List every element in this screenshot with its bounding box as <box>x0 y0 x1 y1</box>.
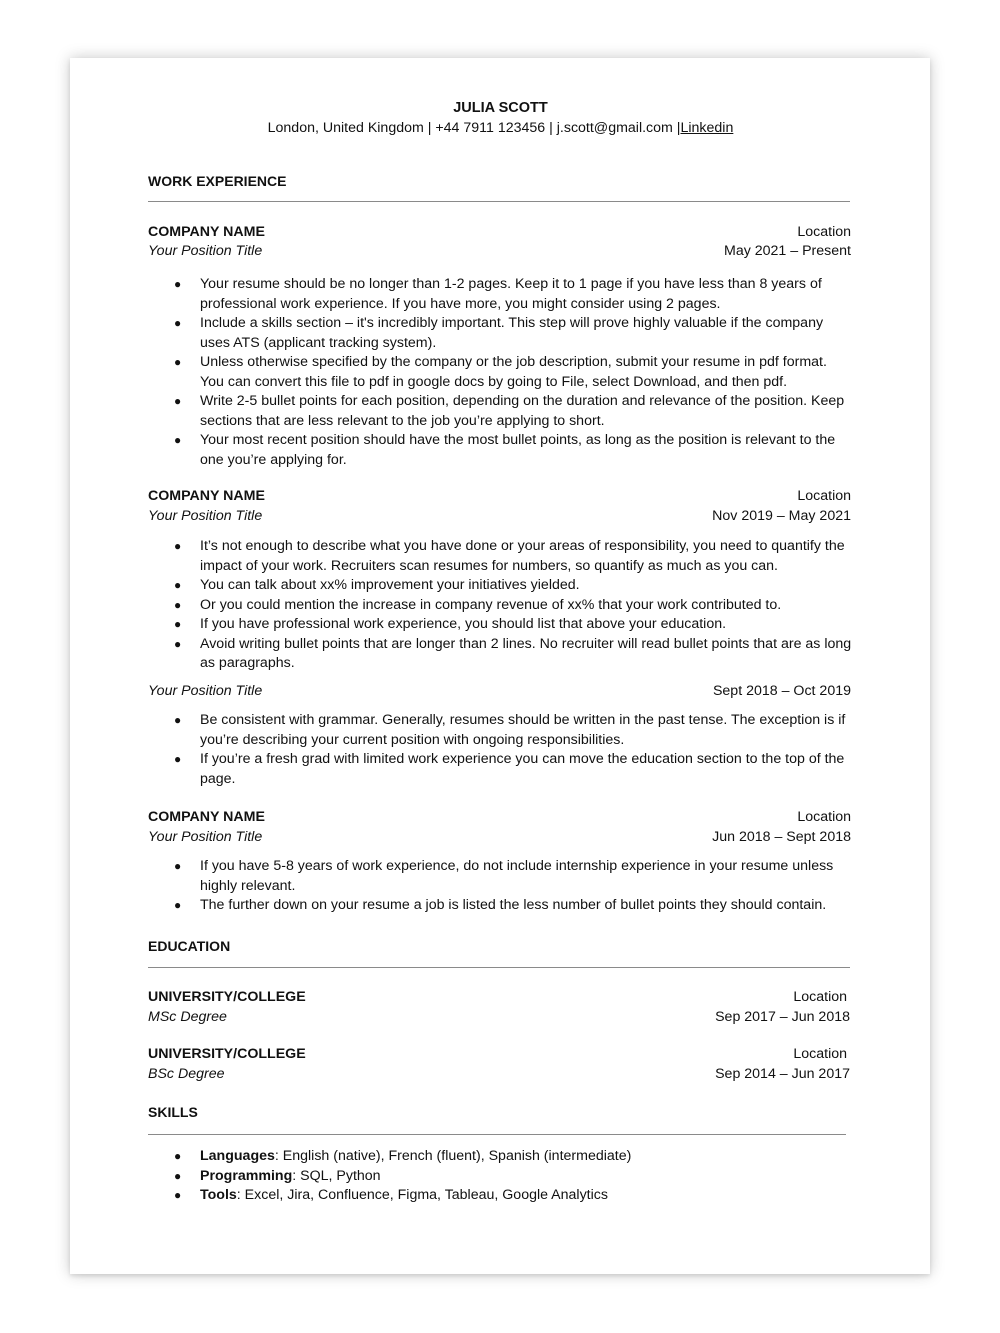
degree: BSc Degree <box>148 1066 225 1082</box>
position-title: Your Position Title <box>148 243 263 259</box>
skill-item <box>148 1147 854 1167</box>
bullet-icon: ● <box>174 394 182 408</box>
job-location: Location <box>797 224 851 240</box>
skill-item <box>148 1186 854 1206</box>
list-item: ● If you have professional work experience, you should list that above your education. <box>148 615 854 635</box>
skill-label: Programming <box>200 1167 293 1184</box>
bullet-icon: ● <box>174 1168 182 1183</box>
job-header <box>148 808 851 827</box>
list-item: ● You can talk about xx% improvement your initiatives yielded. <box>148 576 854 596</box>
school-name: UNIVERSITY/COLLEGE <box>148 1046 306 1062</box>
skills-list <box>148 1147 854 1206</box>
bullet-icon: ● <box>174 617 182 631</box>
contact-details: London, United Kingdom | +44 7911 123456 | j.scott@gmail.com | <box>267 120 681 136</box>
job-bullets <box>148 857 854 916</box>
bullet-icon: ● <box>174 316 182 330</box>
section-divider <box>148 201 850 202</box>
bullet-icon: ● <box>174 597 182 612</box>
section-divider <box>148 967 850 968</box>
school-name: UNIVERSITY/COLLEGE <box>148 989 306 1005</box>
job-location: Location <box>797 809 851 825</box>
job-bullets <box>148 275 854 470</box>
skill-item <box>148 1167 854 1187</box>
education-header <box>148 988 847 1007</box>
section-title-work: WORK EXPERIENCE <box>148 173 287 189</box>
list-item: ● Write 2-5 bullet points for each position, depending on the duration and relevance of the position. Keep sections that are less relevant to the job you’re applying to short. <box>174 393 845 429</box>
contact-line <box>148 120 853 136</box>
education-subheader <box>148 1008 850 1027</box>
bullet-icon: ● <box>174 859 182 873</box>
bullet-icon: ● <box>174 355 182 369</box>
skill-value: : English (native), French (fluent), Spanish (intermediate) <box>274 1148 632 1164</box>
resume-page <box>70 58 930 1274</box>
job-dates: Sept 2018 – Oct 2019 <box>712 683 851 699</box>
section-title-skills: SKILLS <box>148 1104 198 1120</box>
job-header <box>148 223 851 242</box>
list-item: ● Be consistent with grammar. Generally, resumes should be written in the past tense. The exception is if you’re describing your current position with ongoing responsibilities. <box>174 712 846 748</box>
position-title: Your Position Title <box>148 508 263 524</box>
list-item: ● The further down on your resume a job is listed the less number of bullet points they should contain. <box>148 896 854 916</box>
position-title: Your Position Title <box>148 683 263 699</box>
job-location: Location <box>797 488 851 504</box>
job-dates: May 2021 – Present <box>724 243 851 259</box>
list-item: ● Your resume should be no longer than 1-2 pages. Keep it to 1 page if you have less than 8 years of professional work experience. If you have more, you might consider using 2 pages. <box>174 276 822 312</box>
skill-label: Tools <box>200 1187 237 1203</box>
bullet-icon: ● <box>174 752 182 766</box>
company-name: COMPANY NAME <box>148 224 265 240</box>
bullet-icon: ● <box>174 898 182 912</box>
degree: MSc Degree <box>148 1009 227 1025</box>
list-item: ● Avoid writing bullet points that are longer than 2 lines. No recruiter will read bullet points that are as long as paragraphs. <box>174 635 852 671</box>
list-item: ● If you have 5-8 years of work experience, do not include internship experience in your resume unless highly relevant. <box>174 858 834 894</box>
skill-label: Languages <box>200 1148 275 1164</box>
list-item: ● Include a skills section – it's incredibly important. This step will prove highly valuable if the company uses ATS (applicant tracking system). <box>174 315 824 351</box>
education-header <box>148 1045 847 1064</box>
education-location: Location <box>793 989 847 1005</box>
bullet-icon: ● <box>174 1149 182 1163</box>
list-item: ● Unless otherwise specified by the company or the job description, submit your resume in pdf format. You can convert this file to pdf in google docs by going to File, select Download, and then pdf. <box>174 354 827 390</box>
job-dates: Jun 2018 – Sept 2018 <box>712 829 851 845</box>
list-item: ● Your most recent position should have the most bullet points, as long as the position is relevant to the one you’re applying for. <box>174 432 836 468</box>
job-bullets <box>148 537 854 674</box>
section-divider <box>148 1134 846 1135</box>
company-name: COMPANY NAME <box>148 809 265 825</box>
list-item: ● If you’re a fresh grad with limited work experience you can move the education section to the top of the page. <box>174 751 845 787</box>
job-header <box>148 487 851 506</box>
company-name: COMPANY NAME <box>148 488 265 504</box>
linkedin-link[interactable]: Linkedin <box>680 120 734 136</box>
list-item: ● Or you could mention the increase in company revenue of xx% that your work contributed to. <box>148 596 854 616</box>
bullet-icon: ● <box>174 578 182 592</box>
skill-value: : SQL, Python <box>292 1167 381 1184</box>
education-location: Location <box>793 1046 847 1062</box>
education-subheader <box>148 1065 850 1084</box>
position-title: Your Position Title <box>148 829 263 845</box>
bullet-icon: ● <box>174 433 182 447</box>
job-subheader <box>148 242 851 261</box>
job-subheader <box>148 507 851 526</box>
bullet-icon: ● <box>174 636 182 651</box>
job-bullets <box>148 711 854 789</box>
job-subheader <box>148 828 851 847</box>
candidate-name: JULIA SCOTT <box>453 100 548 116</box>
skill-value: : Excel, Jira, Confluence, Figma, Tableau, Google Analytics <box>236 1187 608 1203</box>
job-subheader <box>148 682 851 701</box>
list-item: ● It’s not enough to describe what you have done or your areas of responsibility, you need to quantify the impact of your work. Recruiters scan resumes for numbers, so quantify as much as you can. <box>174 538 845 574</box>
bullet-icon: ● <box>174 1188 182 1202</box>
education-dates: Sep 2014 – Jun 2017 <box>715 1066 850 1082</box>
bullet-icon: ● <box>174 713 182 727</box>
bullet-icon: ● <box>174 539 182 553</box>
job-dates: Nov 2019 – May 2021 <box>712 508 851 524</box>
section-title-education: EDUCATION <box>148 938 231 954</box>
education-dates: Sep 2017 – Jun 2018 <box>715 1009 850 1025</box>
bullet-icon: ● <box>174 277 182 291</box>
